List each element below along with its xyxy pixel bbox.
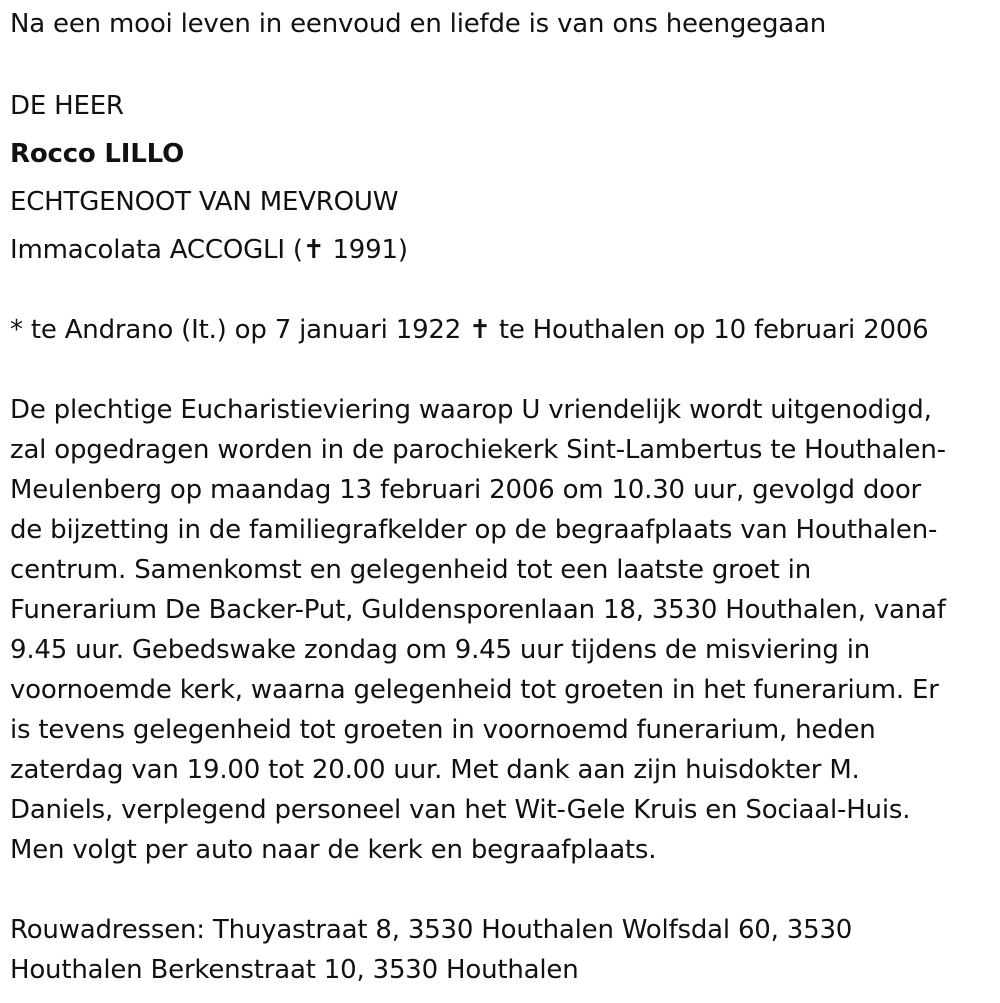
title-text: DE HEER (10, 91, 124, 121)
ceremony-line: Funerarium De Backer-Put, Guldensporenlaan 18, 3530 Houthalen, vanaf (10, 595, 946, 625)
spouse-name: Immacolata ACCOGLI (✝ 1991) (10, 235, 408, 265)
deceased-name: Rocco LILLO (10, 139, 184, 169)
address-line: Rouwadressen: Thuyastraat 8, 3530 Houthalen Wolfsdal 60, 3530 (10, 915, 853, 945)
ceremony-line: de bijzetting in de familiegrafkelder op de begraafplaats van Houthalen- (10, 515, 938, 545)
ceremony-line: is tevens gelegenheid tot groeten in voornoemd funerarium, heden (10, 715, 876, 745)
address-line: Houthalen Berkenstraat 10, 3530 Houthalen (10, 955, 579, 985)
ceremony-line: De plechtige Eucharistieviering waarop U vriendelijk wordt uitgenodigd, (10, 395, 932, 425)
spouse-label: ECHTGENOOT VAN MEVROUW (10, 187, 399, 217)
ceremony-line: zaterdag van 19.00 tot 20.00 uur. Met dank aan zijn huisdokter M. (10, 755, 860, 785)
ceremony-paragraph (10, 390, 995, 870)
ceremony-line: Men volgt per auto naar de kerk en begraafplaats. (10, 835, 657, 865)
ceremony-line: Meulenberg op maandag 13 februari 2006 om 10.30 uur, gevolgd door (10, 475, 922, 505)
ceremony-line: voornoemde kerk, waarna gelegenheid tot groeten in het funerarium. Er (10, 675, 939, 705)
ceremony-line: centrum. Samenkomst en gelegenheid tot een laatste groet in (10, 555, 811, 585)
ceremony-line: Daniels, verplegend personeel van het Wit-Gele Kruis en Sociaal-Huis. (10, 795, 911, 825)
intro-text: Na een mooi leven in eenvoud en liefde is van ons heengegaan (10, 9, 827, 39)
ceremony-line: zal opgedragen worden in de parochiekerk Sint-Lambertus te Houthalen- (10, 435, 946, 465)
addresses-paragraph (10, 910, 995, 990)
ceremony-line: 9.45 uur. Gebedswake zondag om 9.45 uur tijdens de misviering in (10, 635, 870, 665)
life-dates: * te Andrano (It.) op 7 januari 1922 ✝ te Houthalen op 10 februari 2006 (10, 315, 929, 345)
